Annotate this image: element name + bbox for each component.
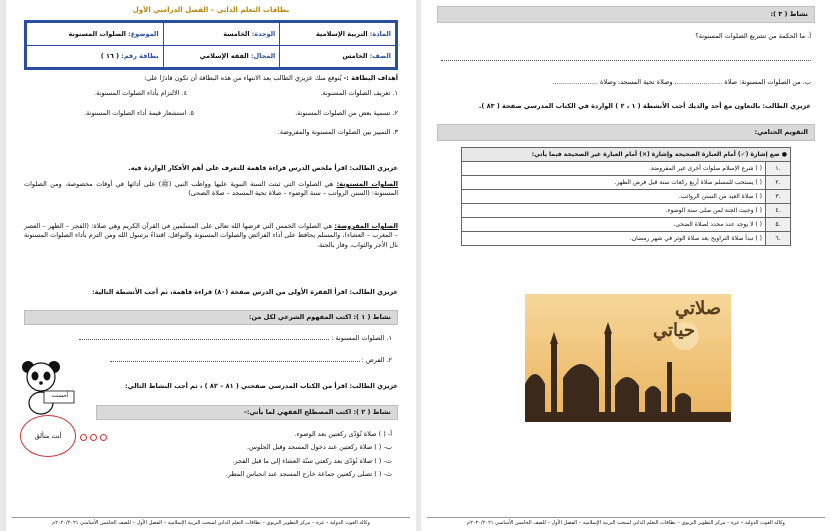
answer-line[interactable] xyxy=(79,339,329,340)
info-table xyxy=(24,20,398,70)
page-left xyxy=(6,0,416,531)
instruction-read-pages: عزيزي الطالب: اقرأ من الكتاب المدرسي صفحتي ( ٨١ – ٨٢ ) ، ثم أجب النشاط التالي: xyxy=(125,382,398,390)
evaluation-statement[interactable]: ( ) صلاة العيد من السنن الرواتب. xyxy=(462,190,766,204)
bubble-dot xyxy=(90,434,97,441)
activity1-item-sunnah: ١. الصلوات المسنونة : xyxy=(36,334,392,343)
table-row: .٦ ( ) تبدأ صلاة التراويح بعد صلاة الوتر في شهر رمضان. xyxy=(462,232,791,246)
activity2-item: ب- ( ) صلاة ركعتين عند دخول المسجد وقبل الجلوس. xyxy=(246,443,392,452)
objective-item: ٤. الالتزام بأداء الصلوات المسنونة. xyxy=(94,89,188,98)
activity1-item-fard: ٢. الفرض : xyxy=(66,356,392,365)
activity2-item: ت- ( ) صلاة تُؤدّى بعد ركعتي سنّة العشاء إلى ما قبل الفجر. xyxy=(232,456,392,465)
instruction-with-parent: عزيزي الطالب: بالتعاون مع أحد والديك أجب الأنشطة ( ١ ، ٢ ) الواردة في الكتاب المدرسي صفحة ( ٨٣ ). xyxy=(478,102,811,110)
field-cell: المجال: الفقه الإسلامي xyxy=(163,45,280,68)
activity2-list xyxy=(96,430,392,480)
activity1-title: نشاط ( ١ ): اكتب المفهوم الشرعي لكل من: xyxy=(24,310,398,325)
evaluation-header: ● ضع إشارة (✓) أمام العبارة الصحيحة وإشارة (×) أمام العبارة غير الصحيحة فيما يأتي: xyxy=(462,148,791,162)
sunnah-paragraph: الصلوات المسنونة: هي الصلوات التي ثبتت السنة النبوية عليها وواظب النبي (ﷺ) على أدائها في أوقات مخصوصة، ومن الصلوات المسنونة: (السنن الرواتب – سنة الوضوء – صلاة تحية المسجد – صلاة الضحى) xyxy=(24,180,398,198)
answer-line[interactable] xyxy=(441,60,811,61)
instruction-read-paragraph: عزيزي الطالب: اقرأ الفقرة الأولى من الدرس صفحة (٨٠) قراءة فاهمة، ثم أجب الأنشطة التالية: xyxy=(91,288,398,296)
subject-cell: المادة: التربية الإسلامية xyxy=(280,23,396,46)
table-row: .٥ ( ) لا يوجد عدد محدد لصلاة الضحى. xyxy=(462,218,791,232)
card-number-cell: بطاقة رقم: ( ١٦ ) xyxy=(27,45,164,68)
activity3-title: نشاط ( ٣ ): xyxy=(437,6,815,23)
page-footer: وكالة الغوث الدولية – غزة – مركز التطوير التربوي – بطاقات التعلم الذاتي لمبحث التربية الإسلامية – الفصل الأول – للصف الخامس الأساسي ٢٠٢٠/٢٠٢١م xyxy=(12,517,410,526)
activity2-item: ث- ( ) تصلى ركعتين جماعة خارج المسجد عند انحباس المطر. xyxy=(225,470,392,479)
image-caption-line1: صلاتي xyxy=(674,298,721,319)
objective-item: ١. تعريف الصلوات المسنونة. xyxy=(320,89,398,98)
bubble-dot xyxy=(80,434,87,441)
unit-cell: الوحدة: الخامسة xyxy=(163,23,280,46)
page-footer: وكالة الغوث الدولية – غزة – مركز التطوير التربوي – بطاقات التعلم الذاتي لمبحث التربية الإسلامية – الفصل الأول – للصف الخامس الأساسي ٢٠٢٠/٢٠٢١م xyxy=(427,517,825,526)
evaluation-statement[interactable]: ( ) شرع الإسلام صلوات أخرى غير المفروضة. xyxy=(462,162,766,176)
activity2-item: أ- ( ) صلاة تُؤدّى ركعتين بعد الوضوء. xyxy=(294,430,392,438)
evaluation-statement[interactable]: ( ) يستحب للمسلم صلاة أربع ركعات سنة قبل فرض الظهر. xyxy=(462,176,766,190)
bubble-dot xyxy=(100,434,107,441)
fard-paragraph: الصلوات المفروضة: هي الصلوات الخمس التي فرضها الله تعالى على المسلمين في القرآن الكريم وهي صلاة: (الفجر – الظهر – العصر – المغرب – العشاء)، والمسلم يحافظ على أداء الفرائض والصلوات المسنونة والنوافل، اقتداءً برسول الله ومن التزم بأداء الصلوات المسنونة نال الأجر والثواب، وفاز بالجنة. xyxy=(24,222,398,249)
final-evaluation-title: التقويم الختامي: xyxy=(437,124,815,141)
table-row: .١ ( ) شرع الإسلام صلوات أخرى غير المفروضة. xyxy=(462,162,791,176)
answer-line[interactable] xyxy=(110,361,360,362)
panda-icon xyxy=(14,355,76,415)
objective-item: ٣. التمييز بين الصلوات المسنونة والمفروضة. xyxy=(277,128,398,137)
grade-cell: الصف: الخامس xyxy=(280,45,396,68)
prayer-life-image xyxy=(525,294,731,422)
table-row: .٣ ( ) صلاة العيد من السنن الرواتب. xyxy=(462,190,791,204)
activity3-question-a: أ. ما الحكمة من تشريع الصلوات المسنونة؟ xyxy=(695,32,811,40)
page-right xyxy=(421,0,831,531)
objective-item: ٥. استشعار قيمة أداء الصلوات المسنونة. xyxy=(84,108,194,117)
table-row: .٢ ( ) يستحب للمسلم صلاة أربع ركعات سنة قبل فرض الظهر. xyxy=(462,176,791,190)
activity3-question-b: ب. من الصلوات المسنونة: صلاة ......................، وصلاة تحية المسجد، وصلاة ...................... xyxy=(552,78,811,86)
speech-bubble: أنت متألق xyxy=(20,415,76,457)
objective-item: ٢. تسمية بعض من الصلوات المسنونة. xyxy=(295,108,398,117)
table-row: .٤ ( ) وجبت الجنة لمن صلى سنة الوضوء. xyxy=(462,204,791,218)
evaluation-table xyxy=(461,147,791,246)
activity2-title: نشاط ( ٢ ): اكتب المصطلح الفقهي لما يأتي:- xyxy=(96,405,398,420)
image-caption-line2: حياتي xyxy=(652,320,695,341)
objectives-block: أهداف البطاقة :- يُتوقع منك عزيزي الطالب بعد الانتهاء من هذه البطاقة أن تكون قادرًا على: ١. تعريف الصلوات المسنونة. ٤. الالتزام بأداء الصلوات المسنونة. ٢. تسمية بعض من الصلوات المسنونة. ٥. استشعار قيمة أداء الصلوات المسنونة. ٣. التمييز بين الصلوات المسنونة والمفروضة. xyxy=(24,74,398,138)
evaluation-statement[interactable]: ( ) لا يوجد عدد محدد لصلاة الضحى. xyxy=(462,218,766,232)
card-header-title: بطاقات التعلم الذاتي – الفصل الدراسي الأول xyxy=(132,6,290,14)
topic-cell: الموضوع: الصلوات المسنونة xyxy=(27,23,164,46)
evaluation-statement[interactable]: ( ) تبدأ صلاة التراويح بعد صلاة الوتر في شهر رمضان. xyxy=(462,232,766,246)
panda-mascot xyxy=(14,355,76,415)
instruction-read-summary: عزيزي الطالب: اقرأ ملخص الدرس قراءة فاهمة للتعرف على أهم الأفكار الواردة فيه. xyxy=(128,164,398,172)
mascot-sign: أحسنت xyxy=(51,393,69,399)
evaluation-statement[interactable]: ( ) وجبت الجنة لمن صلى سنة الوضوء. xyxy=(462,204,766,218)
